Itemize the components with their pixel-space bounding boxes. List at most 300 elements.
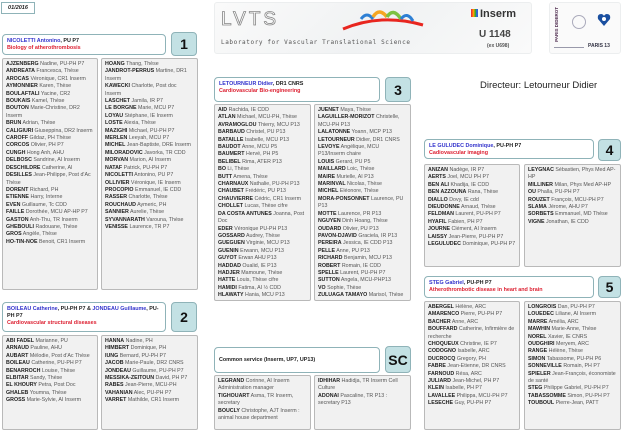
member-details: Loic, Thèse [345,166,375,173]
team-5-members-col2 [524,301,621,430]
member-last-name: GUENIN [218,247,239,254]
team-leader-rank: , DR1 CNRS [272,81,304,87]
team-coleader-rank: , PU-PH P7 [7,306,159,319]
member-last-name: HIMBERT [105,345,130,352]
member-last-name: LEYGNAC [528,167,554,173]
member-entry [218,114,307,121]
member-details: Pierre-Jean, PATT [554,400,599,407]
member-last-name: VIGNE [528,218,545,225]
member-details: Gerard, PU P5 [334,158,371,165]
member-last-name: AID [218,107,228,113]
member-entry [428,234,516,241]
member-last-name: SONNEVILLE [528,363,562,370]
member-details: Nadine, PH [124,338,153,344]
member-entry [6,231,94,238]
member-last-name: RABES [105,382,124,389]
member-last-name: ANIZAN [428,167,449,173]
member-entry [105,217,194,224]
member-details: Thierry, MCU P13 [256,121,300,128]
team-3-members-col2 [314,104,411,301]
member-last-name: AUBART [6,352,29,359]
member-last-name: RANGE [528,348,548,355]
team-topic: Cardiovascular structural diseases [7,320,97,326]
member-last-name: DESCHILDRE [6,164,41,171]
member-details: Antonino, PU P7 [132,172,174,179]
member-details: Liliane, AI Inserm [553,311,597,318]
member-entry [318,226,407,233]
member-last-name: MICHEL [105,142,126,149]
member-last-name: BAUMERT [218,151,245,158]
member-last-name: JACOB [105,360,124,367]
member-details: Benoit, CR1 Inserm [37,238,86,245]
member-entry [218,248,307,255]
team-4-badge: 4 [598,139,621,161]
member-entry [528,319,617,326]
member-details: Véronique PU-PH P13 [232,225,288,232]
member-last-name: EDER [218,225,233,232]
member-last-name: BELIBEL [218,158,241,165]
member-entry [318,211,407,218]
member-last-name: BOUKAIS [6,98,31,105]
team-1-header [2,34,166,55]
member-last-name: BUTT [218,173,233,180]
member-details: Gregory, PH [455,355,486,362]
member-last-name: AERTS [428,174,446,181]
member-entry [6,91,94,98]
member-details: Louis, Thèse cifre [235,277,279,284]
member-last-name: CALIGIURI [6,127,34,134]
member-entry [318,378,407,393]
member-last-name: SLAMA [528,204,547,211]
member-entry [318,174,407,181]
member-details: Bernard, PU-PH P7 [118,352,166,359]
member-details: Anne, MCU P5 [240,144,278,151]
member-entry [6,338,94,345]
member-last-name: FABRE [428,363,446,370]
member-last-name: CHAUBET [218,188,244,195]
member-details: Stéphane, IE Inserm [123,112,173,119]
member-details: Christophe, AJT Inserm : animal house department [218,407,300,422]
member-details: Arnaud, Thèse [459,204,496,211]
member-entry [528,400,617,407]
member-entry [6,239,94,246]
member-entry [105,165,194,172]
member-entry [6,165,94,172]
member-entry [6,382,94,389]
member-last-name: DIEUDONNE [428,204,460,211]
member-entry [528,211,617,218]
member-details: Corinne, AI Inserm Administration manager [218,378,290,392]
member-last-name: IDHIHAR [318,378,341,384]
member-details: Khadija, IE CDD [449,181,490,188]
member-entry [528,341,617,348]
member-entry [528,167,617,182]
member-details: Frédéric, PU P13 [243,188,287,195]
member-entry [428,219,516,226]
team-1-badge: 1 [171,32,197,56]
member-last-name: LAVALLEE [428,392,456,399]
member-details: Tabassome, PU-PH P6 [545,355,602,362]
member-last-name: LEGULUDEC [428,241,461,248]
member-entry [218,292,307,299]
member-entry [318,137,407,144]
member-details: Catherine, PU-PH P7 [29,360,82,367]
member-details: Anne, PU P13 [335,247,370,254]
common-service-badge: SC [385,346,411,373]
member-last-name: CHOQUEUX [428,341,459,348]
member-details: Sandrine, AI Inserm [31,157,80,164]
team-topic: Cardiovascular Bio-engineering [219,88,301,94]
member-last-name: JONDEAU [105,367,131,374]
member-entry [6,217,94,224]
member-last-name: CORCOS [6,142,30,149]
member-details: Dominique, PU-PH P7 [460,241,516,248]
member-entry [6,68,94,75]
member-details: Virginie, MCU P13 [244,240,290,247]
member-last-name: HO-TIN-NOE [6,238,38,245]
member-details: Adrian, Thèse [21,120,56,127]
member-entry [318,114,407,129]
member-details: Oualid, IE P13 [240,262,277,269]
member-entry [105,68,194,83]
member-last-name: BOUCLY [218,407,240,414]
member-details: Charlotte, Post doc Inserm [105,83,177,97]
member-details: Youmna, Thèse [28,389,67,396]
member-details: Milan, Phys Med AP-HP [553,181,612,188]
member-entry [428,319,516,326]
member-entry [6,128,94,135]
member-last-name: ARNAUD [6,345,29,352]
member-last-name: JOURNE [428,226,451,233]
member-details: Michael, PU-PH P7 [127,127,175,134]
member-last-name: BEN ALI [428,181,449,188]
member-last-name: GROS [6,231,22,238]
member-details: Fatima, AI ½ CDD [236,284,281,291]
member-entry [105,83,194,98]
member-entry [6,98,94,105]
team-leader-rank: , PU-PH P7 [463,280,492,286]
member-last-name: LAGUILLER-MORIZOT [318,114,375,121]
member-entry [218,151,307,158]
member-details: Simon, PU-PH P7 [565,392,610,399]
team-2-members-col2 [101,335,198,430]
member-entry [218,226,307,233]
common-service-title: Common service (Inserm, UP7, UP13) [219,356,316,363]
aphp-logo-icon [572,15,586,29]
member-details: Leeyah, MCU P7 [127,135,170,142]
member-last-name: HYAFIL [428,218,447,225]
member-entry [218,255,307,262]
member-details: Didier, DR1 CNRS [354,136,400,143]
member-entry [105,142,194,149]
member-last-name: NICOLETTI [105,172,133,179]
team-3-badge: 3 [385,77,411,102]
member-details: Philippe Gabriel, PU-PH P7 [542,385,609,392]
member-details: Jean-Etienne, DR CNRS [445,363,506,370]
member-details: Murielle, AI P13 [335,173,374,180]
inserm-text: Inserm [480,8,517,20]
member-entry [318,248,407,255]
member-entry [528,219,617,226]
member-details: Asma, TR Inserm, secretary [218,392,294,407]
member-last-name: CUNGH [6,149,26,156]
team-4-members-col1 [424,164,520,267]
member-details: Marisol, Thèse [367,292,404,299]
member-last-name: PELLE [318,247,336,254]
member-details: Mathilde, CR1 Inserm [126,397,180,404]
member-entry [218,144,307,151]
member-entry [105,113,194,120]
member-last-name: CHAUVIERRE [218,195,254,202]
team-topic: Biology of atherothrombosis [7,45,81,51]
member-entry [528,334,617,341]
member-details: Michael, MCU-PH, Thèse [235,114,297,121]
member-entry [318,181,407,188]
member-entry [6,76,94,83]
member-last-name: GASTON [6,216,29,223]
member-details: Marie-Paule, DR2 CNRS [123,360,184,367]
member-last-name: DORENT [6,186,29,193]
member-entry [528,363,617,370]
member-entry [528,371,617,386]
member-last-name: AYMONNIER [6,83,38,90]
member-last-name: MORA-PONSONNET [318,195,370,202]
member-details: Emmanuel, IE CDD [133,186,182,193]
member-last-name: DA COSTA ANTUNES [218,210,272,217]
member-entry [105,397,194,404]
member-last-name: MARINVAL [318,181,346,188]
member-last-name: NGUYEN [318,218,341,225]
common-service-members-col1 [214,375,311,430]
member-last-name: CAROFF [6,135,29,142]
team-leader: NICOLETTI Antonino [7,38,61,44]
member-entry [6,345,94,352]
member-last-name: ANDREATA [6,68,35,75]
member-last-name: ROBERT [318,262,341,269]
member-details: Thang, Thèse [124,61,159,67]
member-entry [218,181,307,188]
team-leader: STEG Gabriel [429,280,464,286]
member-last-name: KLEIN [428,385,444,392]
member-details: Patrick, PU-PH P7 [122,164,168,171]
member-entry [528,311,617,318]
member-entry [105,202,194,209]
member-details: Audrey, Thèse [244,232,280,239]
member-details: Olivier, PU P13 [341,225,379,232]
team-5-badge: 5 [598,276,621,298]
member-last-name: FELDMAN [428,211,454,218]
member-last-name: AMARENCO [428,311,460,318]
member-details: Karen, Thèse [37,83,72,90]
member-details: Joanna, Post Doc [218,210,305,225]
member-entry [218,166,307,173]
member-last-name: BEN AZZOUNA [428,189,467,196]
member-last-name: GUEGUEN [218,240,245,247]
member-details: Emmanuel, MD Thèse [553,211,608,218]
member-entry [318,233,407,240]
member-entry [6,105,94,120]
member-details: Erwan AHU P13 [236,255,277,262]
member-details: Radouane, Thèse [33,223,78,230]
member-details: Amena, Thèse [232,173,268,180]
member-entry [528,393,617,400]
member-details: Erwann, MCU P13 [238,247,284,254]
member-entry [218,263,307,270]
member-last-name: LOSTE [105,120,123,127]
member-details: Martine, DR1 Inserm [105,68,187,82]
member-last-name: VENISSE [105,223,128,230]
member-last-name: HLAWATY [218,292,244,299]
member-last-name: BATAILLE [218,136,244,143]
member-details: Hélène, ARC [453,304,486,310]
member-entry [218,393,307,408]
team-5-members-col1 [424,301,520,430]
member-entry [528,204,617,211]
team-leader: LETOURNEUR Didier [219,81,273,87]
member-entry [428,197,516,204]
member-details: Phalla, PU-PH P7 [535,189,580,196]
team-topic: Cadiovascular imaging [429,150,489,156]
member-last-name: VARRET [105,397,127,404]
member-details: Rima, ATER P13 [240,158,282,165]
member-entry [428,189,516,196]
member-last-name: HAMIDI [218,284,237,291]
member-details: Catherine, AI [40,164,73,171]
member-details: Marion, AI Inserm [128,157,172,164]
member-entry [218,107,307,114]
member-entry [6,390,94,397]
member-entry [6,397,94,404]
member-details: Sophie, Thèse [325,284,362,291]
member-last-name: DIALLO [428,196,448,203]
team-leader-rank: , PU-PH P7 & [57,306,93,312]
member-last-name: TIGHOUART [218,392,250,399]
member-details: Catherine, Infirmière de recherche [428,326,515,340]
member-last-name: SPELLE [318,269,339,276]
member-details: Jonathan, IE CDD [544,218,589,225]
member-entry [428,326,516,341]
member-details: Mélodie, Post d'Ac Thèse [28,352,90,359]
member-entry [218,270,307,277]
team-coleader: JONDEAU Guillaume [92,306,147,312]
member-last-name: LONGROIS [528,304,557,310]
team-4-header [424,139,594,159]
member-last-name: MERLEN [105,135,128,142]
member-last-name: SYVANNARATH [105,216,145,223]
member-details: Jessica, IE CDD P13 [341,240,393,247]
member-last-name: ROUCHAUD [105,201,136,208]
arcs-logo-icon [341,7,425,33]
member-last-name: ETIENNE [6,194,29,201]
member-entry [428,393,516,400]
member-entry [6,375,94,382]
member-last-name: VAHANIAN [105,389,133,396]
member-details: Benjamin, MCU P13 [342,255,392,262]
member-details: Christine, IE P7 [458,341,497,348]
member-details: Cédric, CR1 Inserm [253,195,302,202]
member-details: Hélène, Thèse [547,348,583,355]
member-last-name: HOANG [105,61,125,67]
member-details: Dan, PU-PH P7 [556,304,595,310]
member-entry [318,129,407,136]
member-last-name: CHARNAUX [218,181,249,188]
member-last-name: BENARROCH [6,367,41,374]
member-details: Nadine, PU-PH P7 [38,61,85,67]
member-entry [105,98,194,105]
member-details: Dominique, PH [129,345,167,352]
member-entry [218,129,307,136]
lvts-logo-banner [214,2,532,54]
team-leader-rank: , PU-PH P7 [493,143,522,149]
member-entry [318,263,407,270]
member-entry [528,182,617,189]
team-1-members-col2 [101,58,198,290]
member-details: Sébastien, Phys Med AP-HP [528,167,616,181]
member-last-name: GROSS [6,397,26,404]
team-3-members-col1 [214,104,311,301]
member-details: François, MCU-PH P7 [549,196,604,203]
lvts-logo-fullname: Laboratory for Vascular Translational Science [221,39,411,46]
member-entry [6,61,94,68]
member-last-name: BOULAFTALI [6,90,40,97]
member-entry [428,385,516,392]
member-last-name: FARNOUD [428,370,455,377]
lvts-logo-letters: LVTS [221,9,280,30]
member-entry [428,348,516,355]
member-entry [218,174,307,181]
member-entry [318,196,407,211]
member-details: Marie-Anne, Thèse [550,326,597,333]
member-details: Marianne, PU [33,338,68,344]
member-entry [318,255,407,262]
member-details: Louise, Thèse [40,367,76,374]
member-entry [105,390,194,397]
team-2-header [2,302,166,332]
member-details: Maya, Thèse [338,107,371,113]
member-entry [6,202,94,209]
member-entry [428,356,516,363]
member-last-name: DUCROCQ [428,355,456,362]
member-last-name: LALATONNE [318,129,351,136]
member-details: Javorka, TR CDD [142,149,186,156]
member-entry [318,144,407,159]
member-entry [105,345,194,352]
member-last-name: PAVON-DJAVID [318,232,357,239]
member-last-name: HADDAD [218,262,241,269]
member-entry [528,304,617,311]
member-last-name: VO [318,284,326,291]
member-last-name: MAZIGHI [105,127,128,134]
member-details: Yacine, CR2 [39,90,71,97]
member-last-name: ATLAN [218,114,236,121]
member-details: Véronique, CR1 Inserm [28,75,86,82]
member-entry [6,120,94,127]
member-details: Fabien, PH P7 [446,218,483,225]
member-last-name: LAISSY [428,233,448,240]
member-entry [218,188,307,195]
member-last-name: IUNG [105,352,119,359]
member-entry [318,270,407,277]
member-details: Hong Anh, AHU [25,149,64,156]
member-details: Romain, IE CDD [340,262,381,269]
team-topic: Atherothrombotic disease in heart and brain [429,287,543,293]
member-details: Angélique, MCU P13/Inserm chaire [318,144,380,158]
member-details: Marie, MCU P7 [136,105,175,112]
member-last-name: STEG [528,385,543,392]
member-entry [6,368,94,375]
member-last-name: ELBITAR [6,375,29,382]
member-last-name: LOUEDEC [528,311,554,318]
